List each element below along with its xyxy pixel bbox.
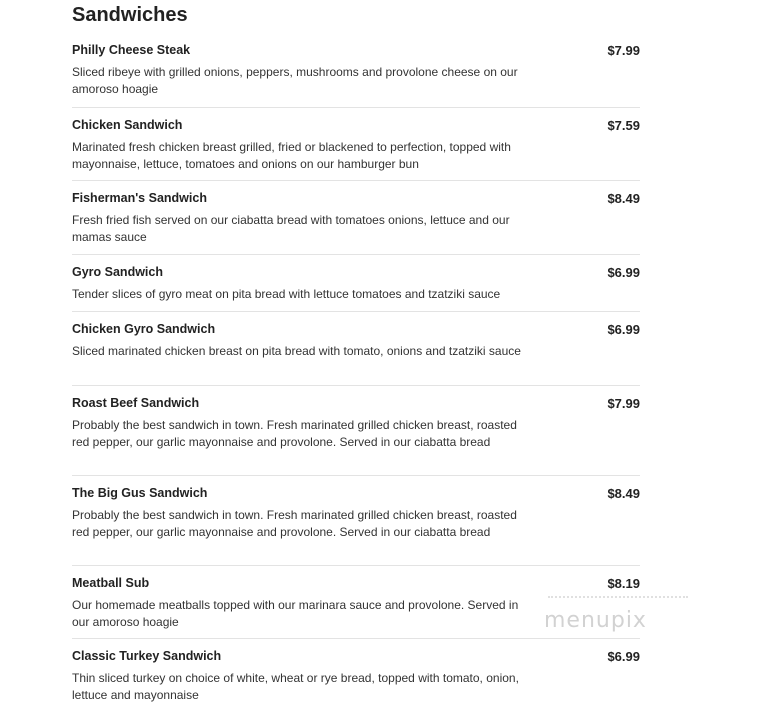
item-name: Gyro Sandwich <box>72 265 163 279</box>
item-description: Fresh fried fish served on our ciabatta bread with tomatoes onions, lettuce and our mamas sauce <box>72 213 510 244</box>
item-price: $8.19 <box>607 576 640 591</box>
item-description: Thin sliced turkey on choice of white, wheat or rye bread, topped with tomato, onion, lettuce and mayonnaise <box>72 671 519 702</box>
menu-item <box>72 254 640 311</box>
item-price: $8.49 <box>607 191 640 206</box>
menu-item <box>72 475 640 565</box>
menu-item <box>72 638 640 708</box>
item-name: Fisherman's Sandwich <box>72 191 207 205</box>
item-name: Meatball Sub <box>72 576 150 590</box>
item-price: $7.99 <box>607 43 640 58</box>
menu-item <box>72 33 640 107</box>
item-name: Philly Cheese Steak <box>72 43 191 57</box>
item-description: Probably the best sandwich in town. Fresh marinated grilled chicken breast, roasted red pepper, our garlic mayonnaise and provolone. Served in our ciabatta bread <box>72 418 517 449</box>
item-description: Sliced marinated chicken breast on pita bread with tomato, onions and tzatziki sauce <box>72 344 521 358</box>
watermark-logo: menupix <box>544 608 647 633</box>
menu-item <box>72 385 640 475</box>
item-description: Tender slices of gyro meat on pita bread with lettuce tomatoes and tzatziki sauce <box>72 287 501 301</box>
item-name: The Big Gus Sandwich <box>72 486 208 500</box>
item-price: $6.99 <box>607 649 640 664</box>
item-price: $7.59 <box>607 118 640 133</box>
menu-item <box>72 311 640 385</box>
menu-item <box>72 180 640 254</box>
item-price: $8.49 <box>607 486 640 501</box>
item-name: Classic Turkey Sandwich <box>72 649 222 663</box>
item-name: Roast Beef Sandwich <box>72 396 200 410</box>
item-price: $6.99 <box>607 322 640 337</box>
item-name: Chicken Sandwich <box>72 118 183 132</box>
item-description: Marinated fresh chicken breast grilled, fried or blackened to perfection, topped with mayonnaise, lettuce, tomatoes and onions on our hamburger bun <box>72 140 511 171</box>
item-price: $6.99 <box>607 265 640 280</box>
section-title: Sandwiches <box>72 4 188 26</box>
watermark-dots <box>548 596 688 608</box>
item-description: Sliced ribeye with grilled onions, peppers, mushrooms and provolone cheese on our amoroso hoagie <box>72 65 518 96</box>
item-description: Our homemade meatballs topped with our marinara sauce and provolone. Served in our amoroso hoagie <box>72 598 519 629</box>
menu-item <box>72 107 640 180</box>
item-name: Chicken Gyro Sandwich <box>72 322 216 336</box>
item-price: $7.99 <box>607 396 640 411</box>
item-description: Probably the best sandwich in town. Fresh marinated grilled chicken breast, roasted red pepper, our garlic mayonnaise and provolone. Served in our ciabatta bread <box>72 508 517 539</box>
